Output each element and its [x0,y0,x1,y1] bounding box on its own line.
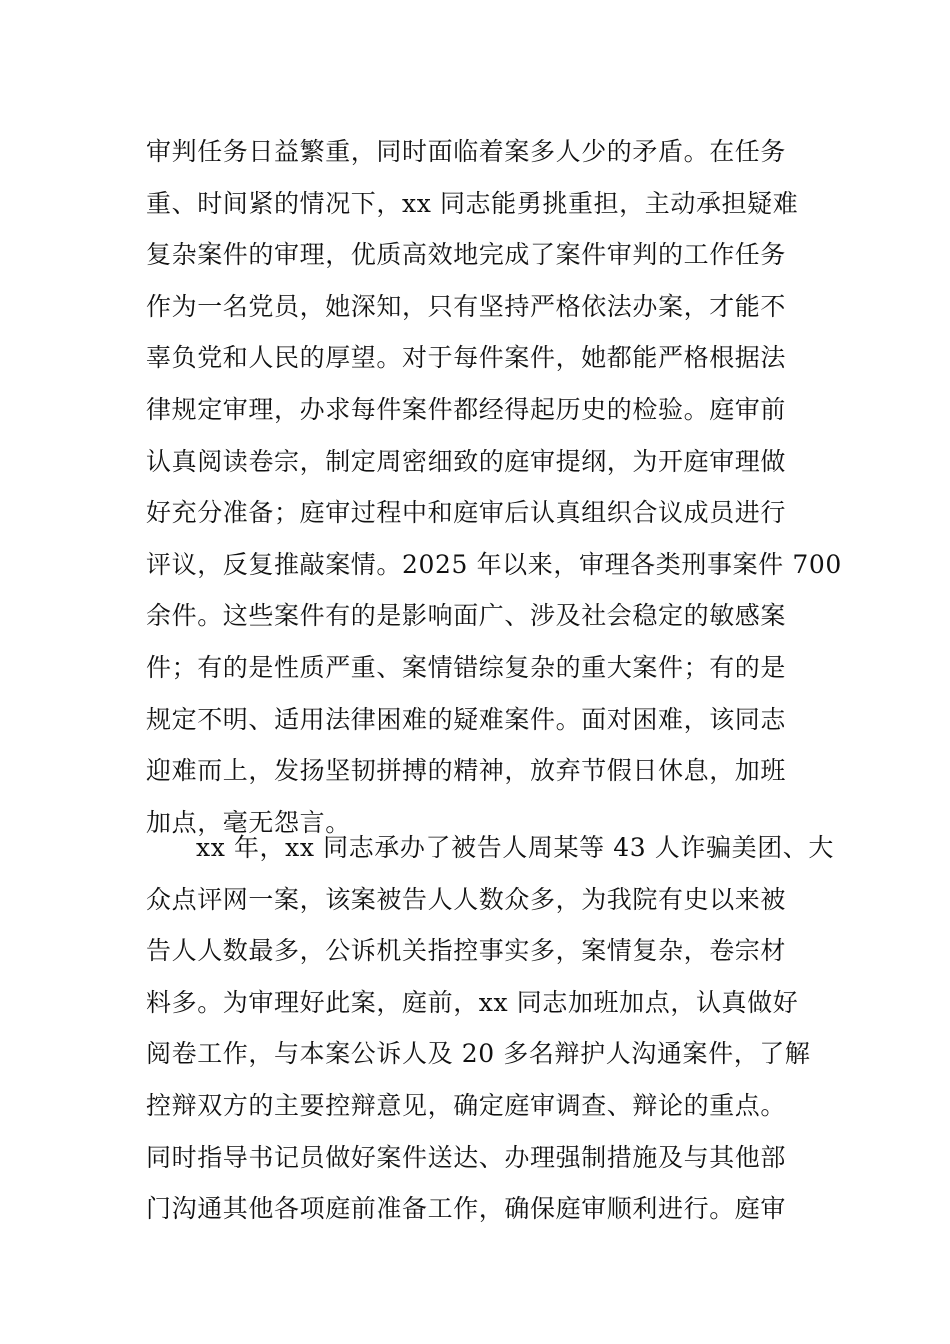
text-line: 门沟通其他各项庭前准备工作，确保庭审顺利进行。庭审 [146,1194,787,1224]
text-line: 同时指导书记员做好案件送达、办理强制措施及与其他部 [146,1142,787,1172]
text-line: 阅卷工作，与本案公诉人及 20 多名辩护人沟通案件，了解 [146,1039,811,1069]
text-line: 辜负党和人民的厚望。对于每件案件，她都能严格根据法 [146,343,787,373]
text-line: 件；有的是性质严重、案情错综复杂的重大案件；有的是 [146,652,787,682]
text-line: 余件。这些案件有的是影响面广、涉及社会稳定的敏感案 [146,601,787,631]
text-line: 控辩双方的主要控辩意见，确定庭审调查、辩论的重点。 [146,1090,787,1120]
text-line: 作为一名党员，她深知，只有坚持严格依法办案，才能不 [146,291,787,321]
text-line: 加点，毫无怨言。 [146,807,351,837]
text-line: 料多。为审理好此案，庭前，xx 同志加班加点，认真做好 [146,987,799,1017]
text-line: 好充分准备；庭审过程中和庭审后认真组织合议成员进行 [146,498,787,528]
paragraph-2 [146,822,834,1235]
text-line: 评议，反复推敲案情。2025 年以来，审理各类刑事案件 700 [146,549,842,579]
text-line: 迎难而上，发扬坚韧拼搏的精神，放弃节假日休息，加班 [146,756,787,786]
text-line: 规定不明、适用法律困难的疑难案件。面对困难，该同志 [146,704,787,734]
text-line: 认真阅读卷宗，制定周密细致的庭审提纲，为开庭审理做 [146,446,787,476]
text-line: 告人人数最多，公诉机关指控事实多，案情复杂，卷宗材 [146,936,787,966]
text-line: xx 年，xx 同志承办了被告人周某等 43 人诈骗美团、大 [196,833,834,862]
text-line: 复杂案件的审理，优质高效地完成了案件审判的工作任务 [146,240,787,270]
text-line: 重、时间紧的情况下，xx 同志能勇挑重担，主动承担疑难 [146,188,799,218]
text-line: 审判任务日益繁重，同时面临着案多人少的矛盾。在任务 [146,137,787,166]
text-line: 律规定审理，办求每件案件都经得起历史的检验。庭审前 [146,394,787,424]
text-line: 众点评网一案，该案被告人人数众多，为我院有史以来被 [146,884,787,914]
